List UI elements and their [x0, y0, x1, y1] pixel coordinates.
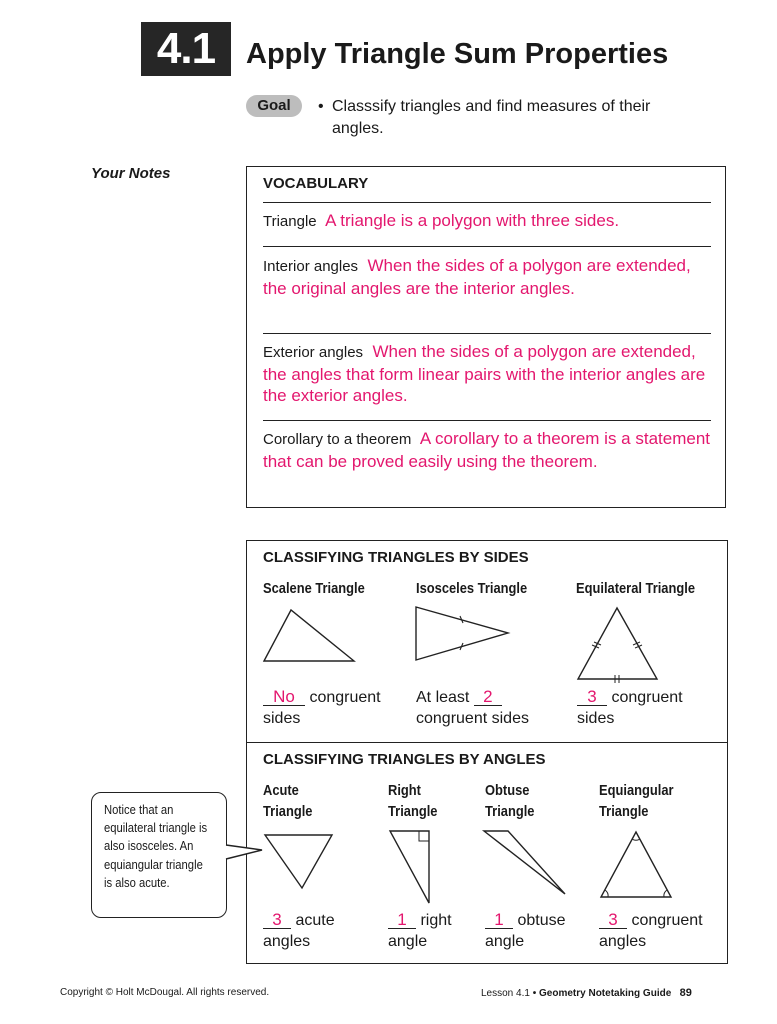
answer-blank: 3 [577, 688, 607, 706]
goal-text: Classsify triangles and find measures of their angles. [332, 98, 651, 137]
equilateral-triangle-figure [570, 600, 670, 684]
title-line1: Right [388, 782, 421, 799]
obtuse-answer [485, 910, 566, 952]
isosceles-answer [416, 687, 529, 729]
divider [263, 420, 711, 421]
answer-line2: angles [263, 933, 311, 950]
page-title: Apply Triangle Sum Properties [246, 38, 669, 70]
vocab-entry-interior-angles [263, 255, 713, 299]
title-line2: Triangle [388, 803, 438, 820]
footer-separator: • [532, 988, 537, 999]
acute-title [263, 780, 312, 822]
footer-lesson: Lesson 4.1 [481, 988, 530, 999]
title-line1: Equiangular [599, 782, 674, 799]
answer-suffix: congruent [631, 912, 703, 929]
right-triangle-figure [384, 826, 434, 908]
answer-blank: No [263, 688, 305, 706]
right-answer [388, 910, 452, 952]
answer-suffix: congruent [611, 689, 683, 706]
equilateral-title: Equilateral Triangle [576, 580, 696, 597]
answer-blank: 3 [599, 911, 627, 929]
sides-heading: CLASSIFYING TRIANGLES BY SIDES [263, 549, 529, 566]
vocab-entry-corollary [263, 428, 713, 472]
isosceles-title: Isosceles Triangle [416, 580, 528, 597]
answer-suffix: acute [295, 912, 335, 929]
lesson-number-badge: 4.1 [141, 22, 231, 76]
answer-prefix: At least [416, 689, 470, 706]
definition-text: When the sides of a polygon are extended, the original angles are the interior angles. [263, 256, 691, 298]
equilateral-answer [577, 687, 683, 729]
equiangular-title [599, 780, 674, 822]
obtuse-title [485, 780, 534, 822]
callout-pointer [224, 835, 264, 865]
vocab-entry-exterior-angles [263, 341, 713, 407]
your-notes-label: Your Notes [91, 165, 171, 182]
answer-line2: sides [577, 710, 615, 727]
answer-blank: 1 [485, 911, 513, 929]
goal-bullet: • [318, 98, 324, 115]
term-label: Triangle [263, 213, 317, 230]
answer-line2: angle [485, 933, 525, 950]
angles-heading: CLASSIFYING TRIANGLES BY ANGLES [263, 751, 546, 768]
title-line1: Obtuse [485, 782, 530, 799]
answer-line2: angles [599, 933, 647, 950]
scalene-title: Scalene Triangle [263, 580, 365, 597]
divider [263, 333, 711, 334]
goal-label: Goal [246, 95, 302, 117]
title-line1: Acute [263, 782, 299, 799]
scalene-answer [263, 687, 381, 729]
divider [263, 202, 711, 203]
scalene-triangle-figure [255, 600, 365, 670]
obtuse-triangle-figure [480, 826, 570, 900]
term-label: Exterior angles [263, 344, 364, 361]
divider [247, 742, 727, 743]
equiangular-answer [599, 910, 703, 952]
vocab-entry-triangle [263, 210, 713, 233]
answer-suffix: obtuse [517, 912, 566, 929]
vocabulary-heading: VOCABULARY [263, 175, 369, 192]
divider [263, 246, 711, 247]
answer-suffix: right [420, 912, 452, 929]
footer-guide-title: Geometry Notetaking Guide [539, 988, 672, 999]
goal-statement [318, 96, 718, 140]
definition-text: A corollary to a theorem is a statement that can be proved easily using the theorem. [263, 429, 711, 471]
footer-reference [481, 987, 692, 999]
isosceles-triangle-figure [410, 600, 520, 670]
acute-triangle-figure [258, 828, 338, 898]
answer-blank: 3 [263, 911, 291, 929]
title-line2: Triangle [263, 803, 313, 820]
callout-text: Notice that an equilateral triangle is also isosceles. An equiangular triangle is also acute. [104, 803, 208, 890]
answer-blank: 1 [388, 911, 416, 929]
copyright-notice: Copyright © Holt McDougal. All rights reserved. [60, 987, 270, 998]
title-line2: Triangle [485, 803, 535, 820]
term-label: Interior angles [263, 258, 359, 275]
definition-text: When the sides of a polygon are extended, the angles that form linear pairs with the interior angles are the exterior angles. [263, 342, 706, 405]
title-line2: Triangle [599, 803, 649, 820]
equiangular-triangle-figure [595, 826, 679, 906]
right-title [388, 780, 437, 822]
answer-line2: sides [263, 710, 301, 727]
term-label: Corollary to a theorem [263, 431, 412, 448]
answer-suffix: congruent [309, 689, 381, 706]
answer-line2: congruent sides [416, 710, 529, 727]
answer-blank: 2 [474, 688, 502, 706]
page-number: 89 [679, 987, 692, 999]
definition-text: A triangle is a polygon with three sides. [325, 211, 620, 230]
acute-answer [263, 910, 335, 952]
answer-line2: angle [388, 933, 428, 950]
